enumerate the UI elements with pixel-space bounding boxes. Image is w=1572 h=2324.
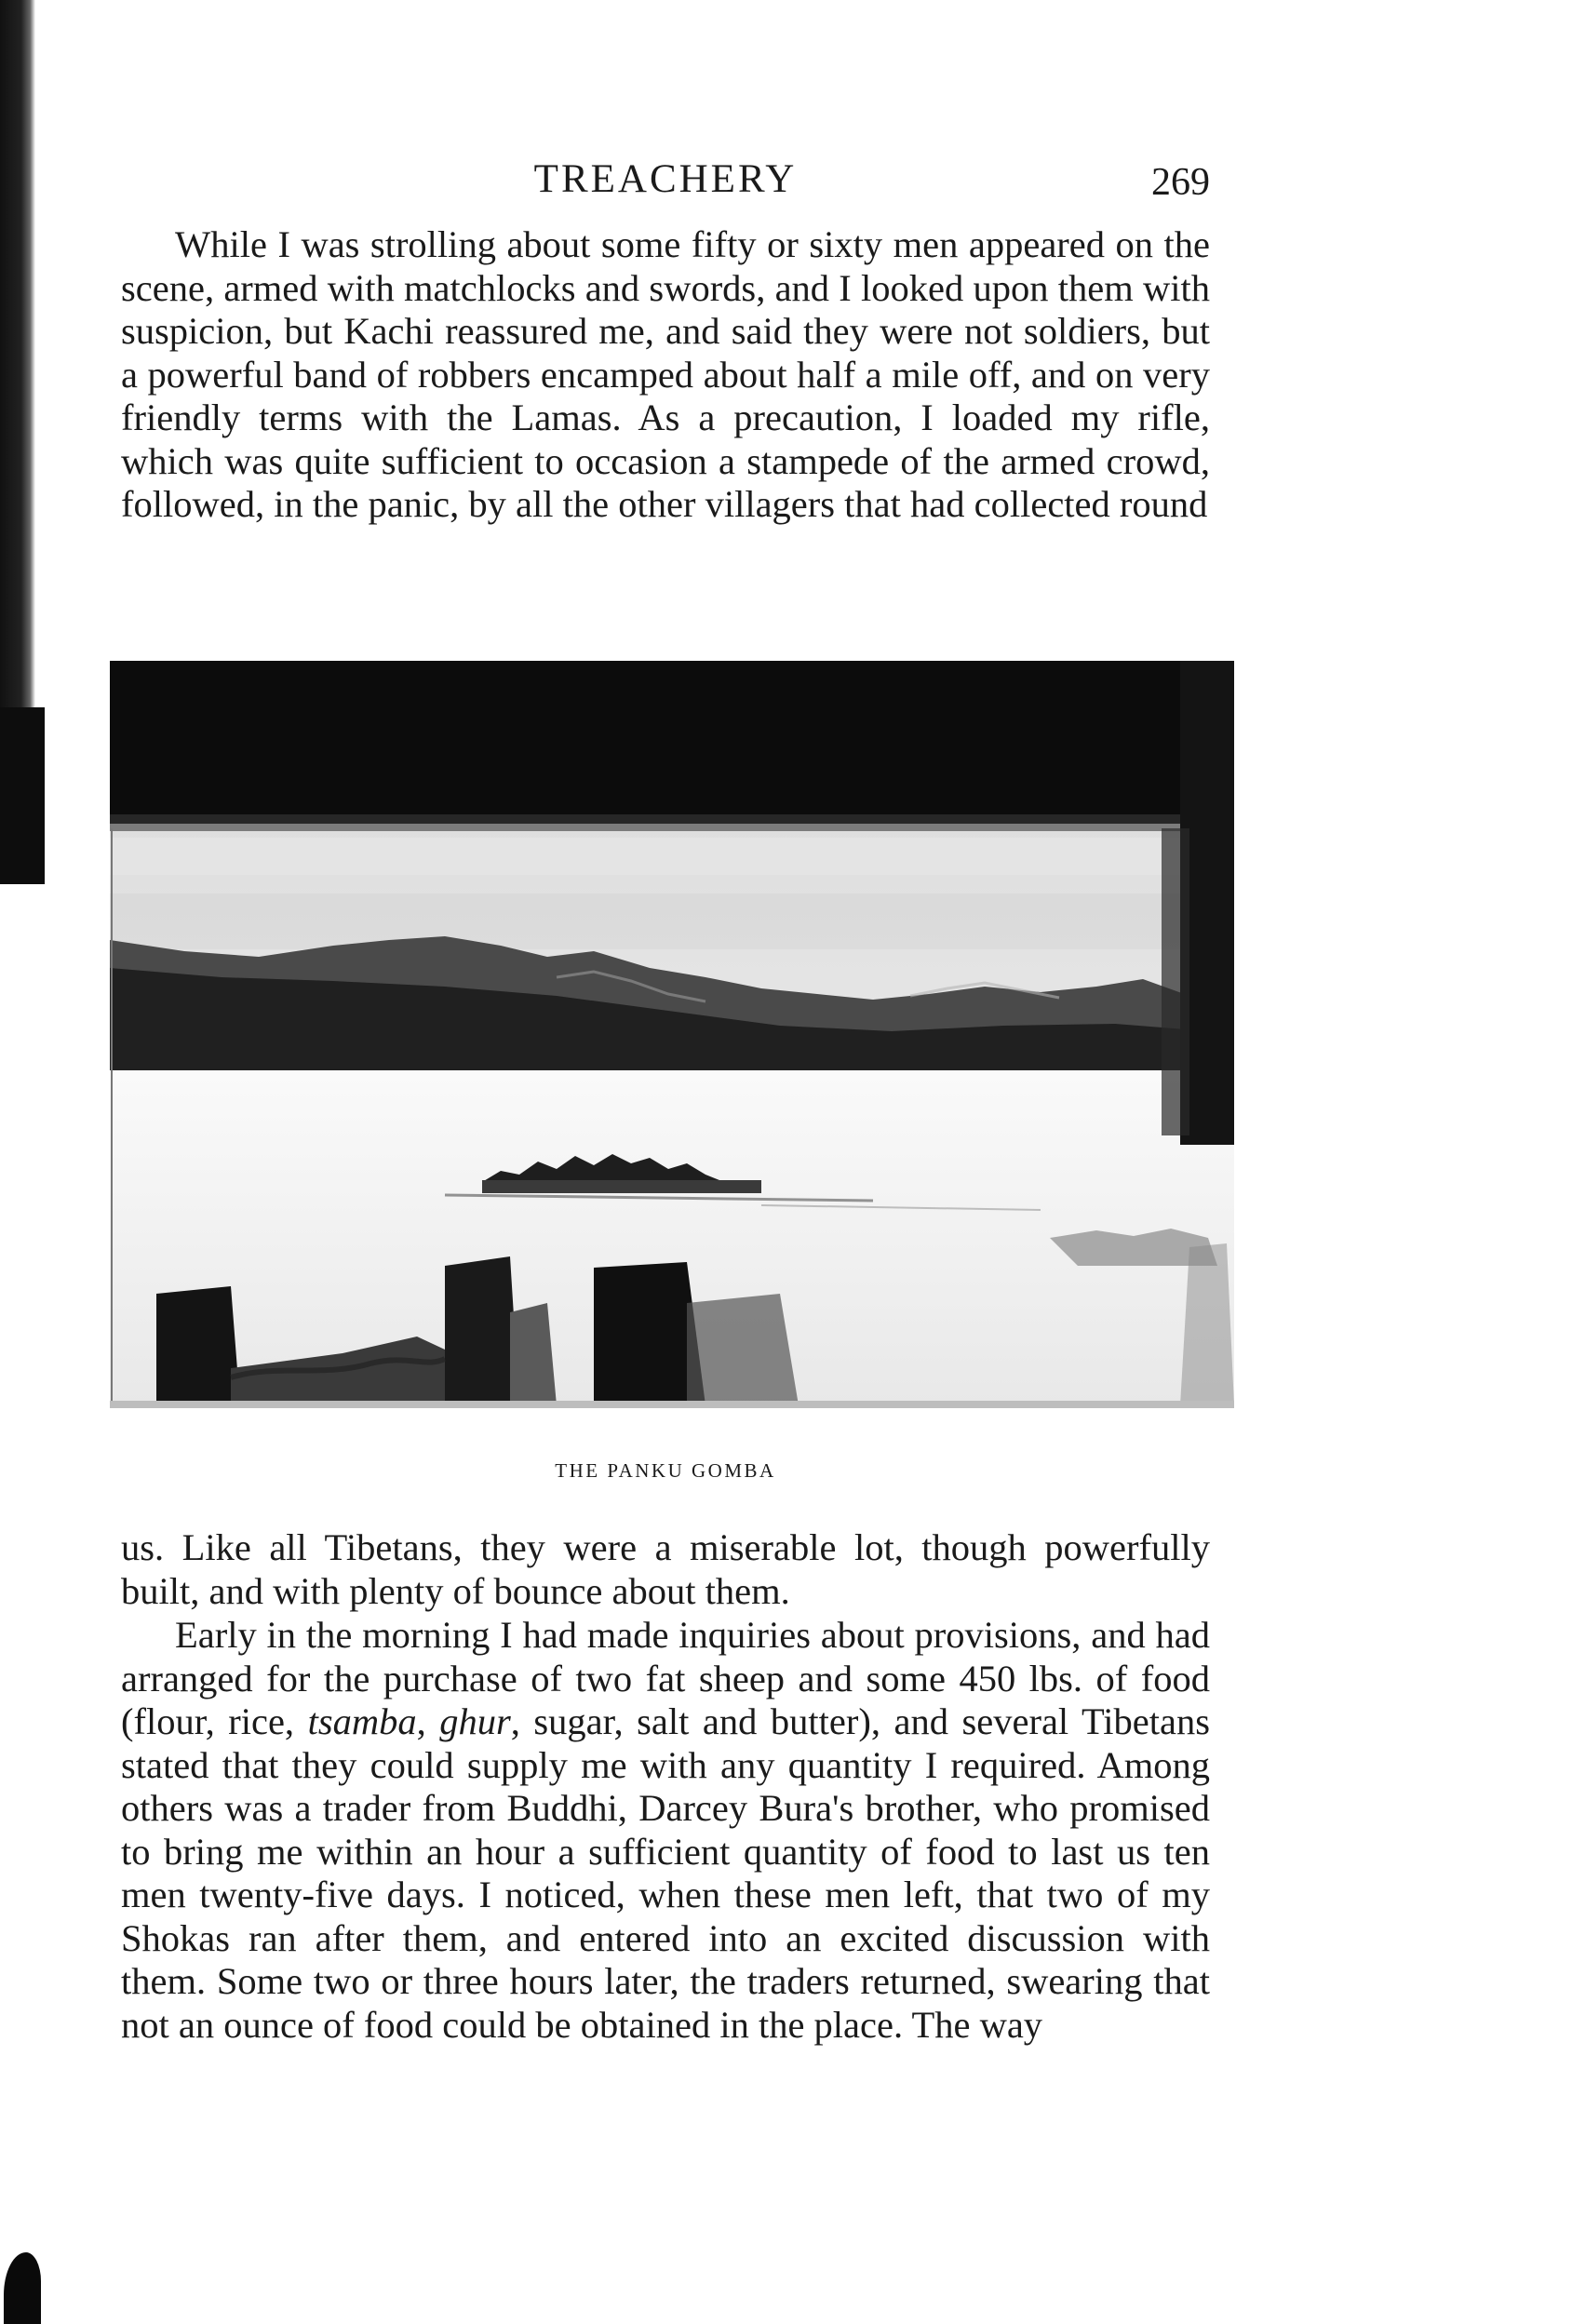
paragraph-3-text-a: Early in the morning I had made inquiries about provisions, and had arranged for the purchase of two fat sheep and some 450 lbs. of food (flour, rice, [121, 1614, 1210, 1742]
paragraph-3 [121, 1614, 1210, 2047]
scanned-edge-shadow [0, 707, 45, 884]
term-tsamba: tsamba [307, 1700, 417, 1742]
page-number: 269 [1151, 161, 1210, 204]
paragraph-3-text-b: , [416, 1700, 440, 1742]
photograph-panku-gomba [110, 661, 1234, 1408]
paragraph-2: us. Like all Tibetans, they were a miserable lot, though powerfully built, and with plenty of bounce about them. [121, 1526, 1210, 1612]
figure-caption: THE PANKU GOMBA [555, 1459, 776, 1482]
paragraph-3-text-c: , sugar, salt and butter), and several Tibetans stated that they could supply me with any quantity I required. Among others was a trader from Buddhi, Darcey Bura's brother, who promised to bring me within an hour a sufficient quantity of food to last us ten men twenty-five days. I noticed, when these men left, that two of my Shokas ran after them, and entered into an excited discussion with them. Some two or three hours later, the traders returned, swearing that not an ounce of food could be obtained in the place. The way [121, 1700, 1210, 2046]
page-header [121, 156, 1210, 212]
term-ghur: ghur [439, 1700, 511, 1742]
running-head: TREACHERY [533, 157, 798, 201]
scanned-corner-mark [4, 2252, 41, 2324]
paragraph-1: While I was strolling about some fifty or sixty men appeared on the scene, armed with matchlocks and swords, and I looked upon them with suspicion, but Kachi reassured me, and said they were not soldiers, but a powerful band of robbers encamped about half a mile off, and on very friendly terms with the Lamas. As a precaution, I loaded my rifle, which was quite sufficient to occasion a stampede of the armed crowd, followed, in the panic, by all the other villagers that had collected round [121, 223, 1210, 525]
photograph-illustration [110, 661, 1234, 1408]
